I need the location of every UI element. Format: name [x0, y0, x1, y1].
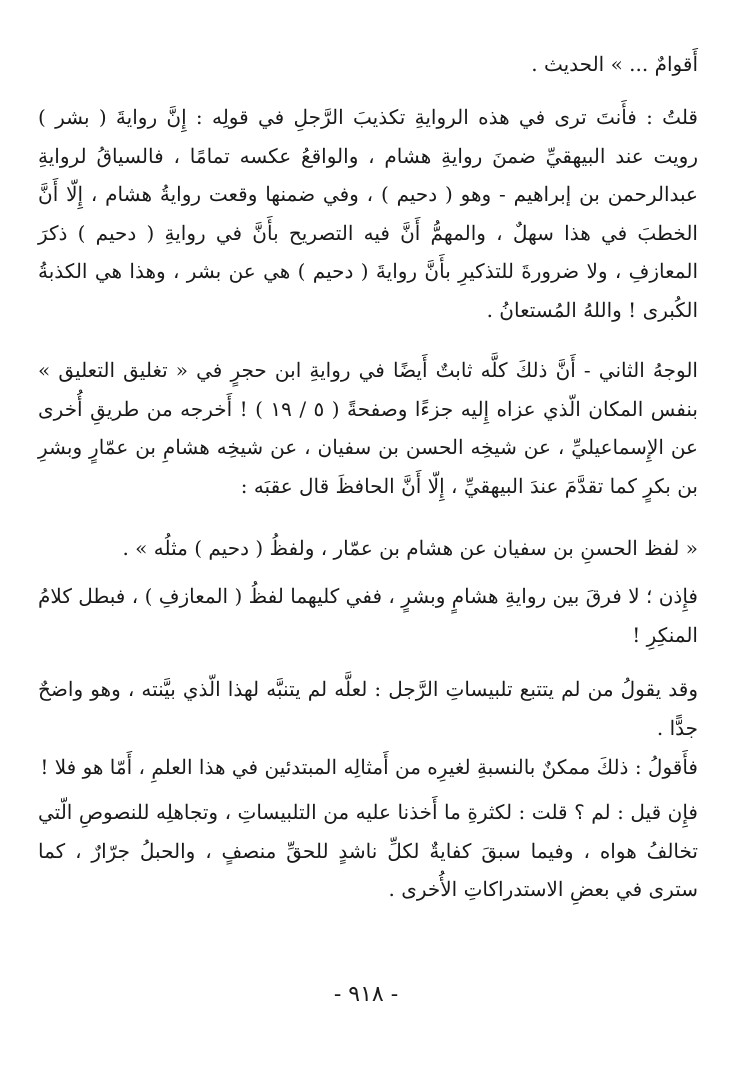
paragraph-objection: وقد يقولُ من لم يتتبع تلبيساتِ الرَّجل : لعلَّه لم يتنبَّه لهذا الّذي بيَّنته ، وهو واضحٌ جدًّا .	[38, 677, 698, 740]
paragraph-reply: فأَقولُ : ذلكَ ممكنٌ بالنسبةِ لغيرِه من أَمثالِه المبتدئين في هذا العلمِ ، أَمّا هو فلا !	[40, 755, 698, 779]
paragraph-quotation: « لفظ الحسنِ بن سفيان عن هشام بن عمّار ، ولفظُ ( دحيم ) مثلُه » .	[122, 536, 698, 560]
paragraph-qultu: قلتُ : فأَنتَ ترى في هذه الروايةِ تكذيبَ الرَّجلِ في قولِه : إِنَّ روايةَ ( بشر ) رويت عند البيهقيِّ ضمنَ روايةِ هشام ، والواقعُ عكسه تمامًا ، فالسياقُ لروايةِ عبدالرحمن بن إبراهيم - وهو ( دحيم ) ، وفي ضمنها وقعت روايةُ هشام ، إِلّا أَنَّ الخطبَ في هذا سهلٌ ، والمهمُّ أَنَّ فيه التصريح بأَنَّ في روايةِ ( دحيم ) ذكرَ المعازفِ ، ولا ضرورةَ للتذكيرِ بأَنَّ روايةَ ( دحيم ) هي عن بشر ، وهذا هي الكذبةُ الكُبرى ! واللهُ المُستعانُ .	[38, 105, 698, 322]
paragraph-continuation: أَقوامٌ ... » الحديث .	[531, 52, 698, 76]
document-page	[38, 40, 698, 1040]
paragraph-final: فإِن قيل : لم ؟ قلت : لكثرةِ ما أَخذنا عليه من التلبيساتِ ، وتجاهلِه للنصوصِ الّتي تخالفُ هواه ، وفيما سبقَ كفايةٌ لكلِّ ناشدٍ للحقِّ منصفٍ ، والحبلُ جرّارٌ ، كما سترى في بعضِ الاستدراكاتِ الأُخرى .	[38, 800, 698, 901]
paragraph-fa-idhan: فإِذن ؛ لا فرقَ بين روايةِ هشامٍ وبشرٍ ، ففي كليهما لفظُ ( المعازفِ ) ، فبطل كلامُ المنكِرِ !	[38, 584, 698, 647]
paragraph-second-aspect: الوجهُ الثاني - أَنَّ ذلكَ كلَّه ثابتٌ أَيضًا في روايةِ ابن حجرٍ في « تغليق التعليق » بنفس المكان الّذي عزاه إِليه جزءًا وصفحةً ( ٥ / ١٩ ) ! أَخرجه من طريقِ أُخرى عن الإِسماعيليِّ ، عن شيخِه الحسن بن سفيان ، عن شيخِه هشامِ بن عمّارٍ وبشرِ بن بكرٍ كما تقدَّمَ عندَ البيهقيِّ ، إِلّا أَنَّ الحافظَ قال عقبَه :	[38, 358, 698, 498]
page-number: - ٩١٨ -	[333, 982, 399, 1007]
